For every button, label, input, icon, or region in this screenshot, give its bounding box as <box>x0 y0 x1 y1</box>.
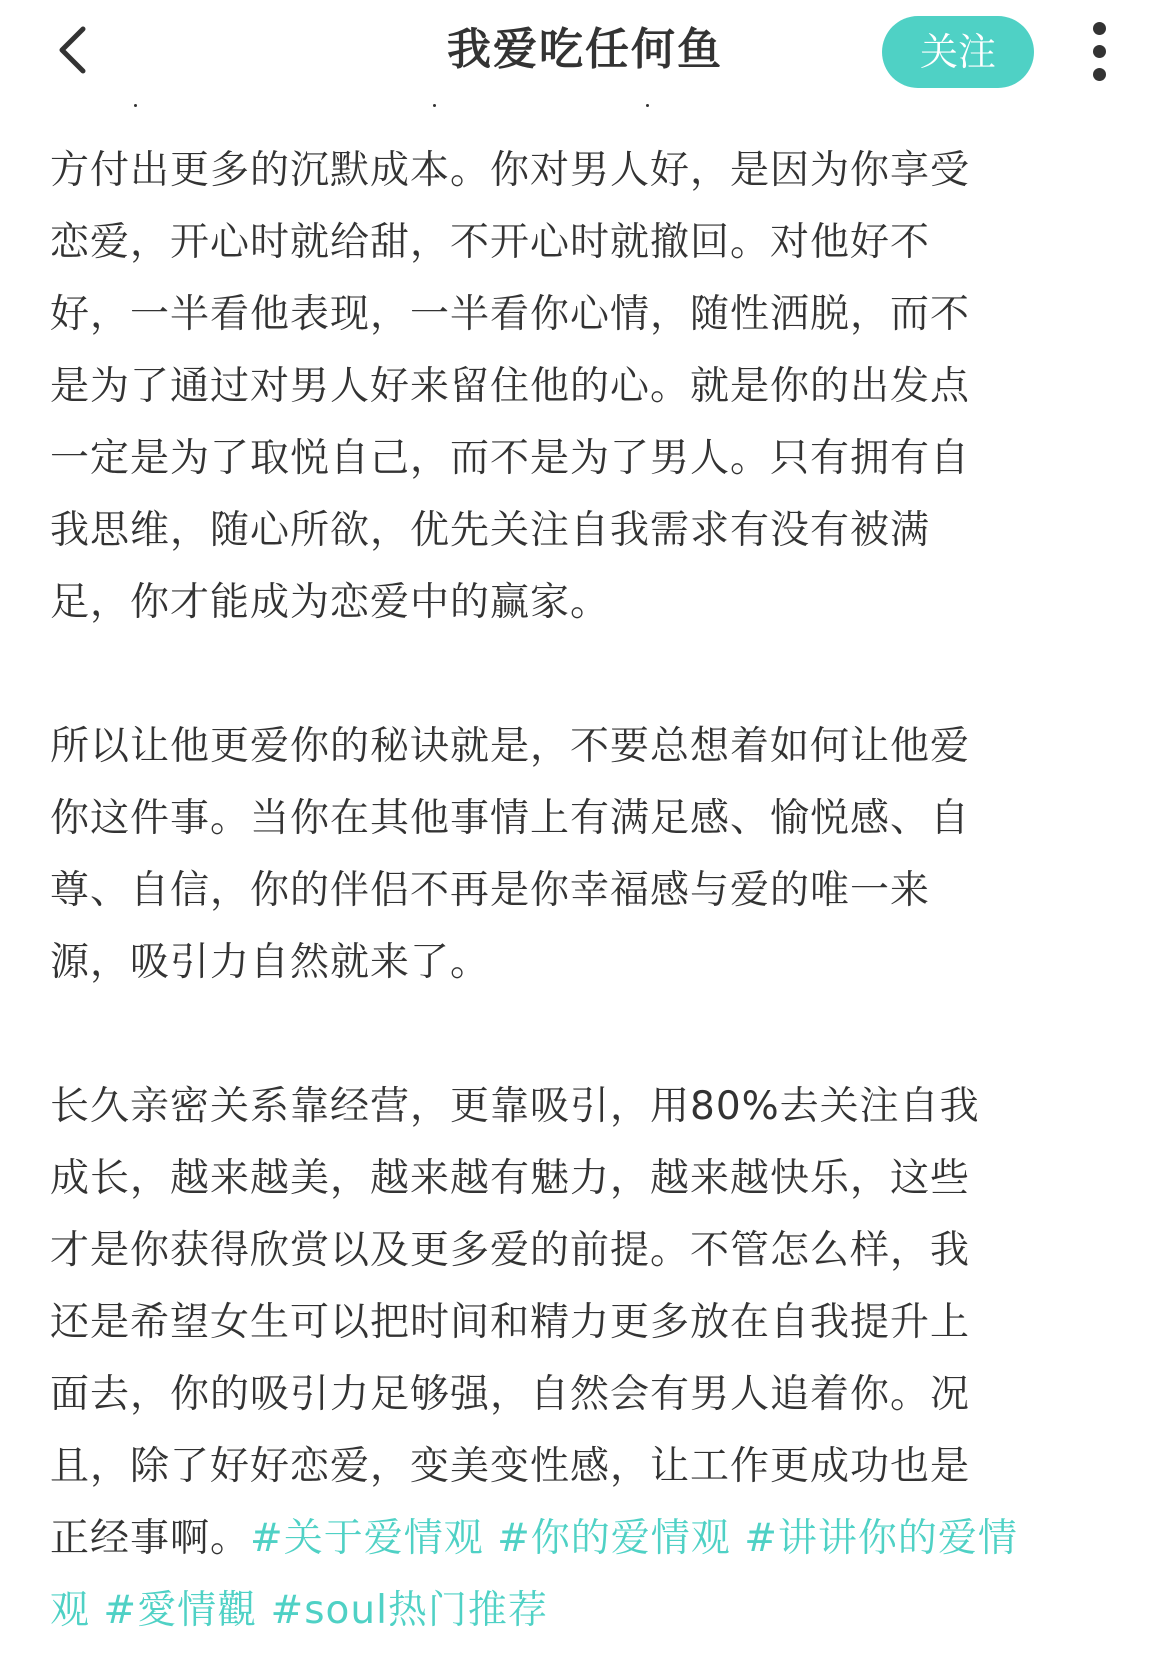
text-line: 是为了通过对男人好来留住他的心。就是你的出发点 <box>50 364 971 409</box>
text-line: 尊、自信，你的伴侣不再是你幸福感与爱的唯一来 <box>50 868 931 913</box>
paragraph-3 <box>50 1071 1130 1647</box>
text-line: 方付出更多的沉默成本。你对男人好，是因为你享受 <box>50 148 971 193</box>
text-line: 才是你获得欣赏以及更多爱的前提。不管怎么样，我 <box>50 1228 971 1273</box>
hashtag-link[interactable]: #关于爱情观 <box>250 1516 484 1561</box>
hashtag-link[interactable]: #愛情觀 <box>103 1588 258 1633</box>
hashtag-link[interactable]: #你的爱情观 <box>497 1516 731 1561</box>
top-nav-bar <box>0 0 1170 100</box>
more-vertical-icon <box>1093 22 1106 35</box>
hashtag-link[interactable]: #soul热门推荐 <box>270 1588 548 1633</box>
text-line: 还是希望女生可以把时间和精力更多放在自我提升上 <box>50 1300 971 1345</box>
text-line: 长久亲密关系靠经营，更靠吸引，用80%去关注自我 <box>50 1084 980 1129</box>
hashtag-link-continued[interactable]: 观 <box>50 1588 91 1633</box>
text-line: 成长，越来越美，越来越有魅力，越来越快乐，这些 <box>50 1156 971 1201</box>
text-line: 面去，你的吸引力足够强，自然会有男人追着你。况 <box>50 1372 971 1417</box>
text-line-with-tags <box>50 1503 1130 1575</box>
article-body <box>50 135 1130 1647</box>
text-line-tags <box>50 1575 1130 1647</box>
text-line: 你这件事。当你在其他事情上有满足感、愉悦感、自 <box>50 796 971 841</box>
more-options-button[interactable] <box>1080 18 1120 86</box>
text-line: 且，除了好好恋爱，变美变性感，让工作更成功也是 <box>50 1444 971 1489</box>
text-line: 所以让他更爱你的秘诀就是，不要总想着如何让他爱 <box>50 724 971 769</box>
text-line: 一定是为了取悦自己，而不是为了男人。只有拥有自 <box>50 436 971 481</box>
text-line: 好，一半看他表现，一半看你心情，随性洒脱，而不 <box>50 292 971 337</box>
text-line: 足，你才能成为恋爱中的赢家。 <box>50 580 611 625</box>
follow-button[interactable]: 关注 <box>882 16 1034 88</box>
text-line: 我思维，随心所欲，优先关注自我需求有没有被满 <box>50 508 931 553</box>
text-fragment: 正经事啊。 <box>50 1516 251 1561</box>
paragraph-1 <box>50 135 1130 639</box>
paragraph-2 <box>50 711 1130 999</box>
page-title: 我爱吃任何鱼 <box>447 24 723 75</box>
text-line: 恋爱，开心时就给甜，不开心时就撤回。对他好不 <box>50 220 931 265</box>
hashtag-link[interactable]: #讲讲你的爱情 <box>744 1516 1018 1561</box>
text-line: 源，吸引力自然就来了。 <box>50 940 491 985</box>
